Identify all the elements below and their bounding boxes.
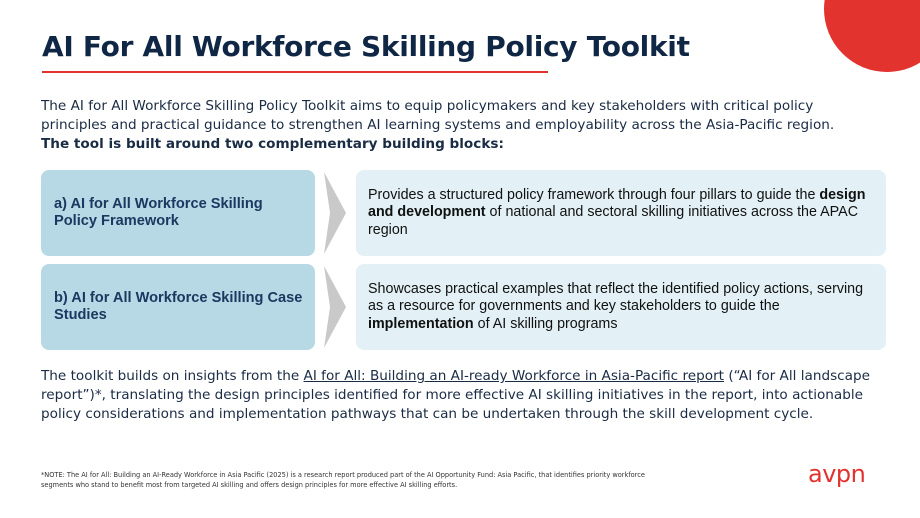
block-label-text: b) AI for All Workforce Skilling Case Studies (54, 290, 303, 323)
chevron-right-icon (320, 170, 350, 256)
title-underline (42, 71, 548, 73)
block-label-case-studies (41, 264, 315, 350)
outro-text: The toolkit builds on insights from the (41, 368, 304, 384)
desc-text-part: Showcases practical examples that reflect the identified policy actions, serving as a resource for governments and key stakeholders to guide the (368, 281, 864, 315)
intro-bold-text: The tool is built around two complementary building blocks: (41, 136, 504, 152)
block-label-text: a) AI for All Workforce Skilling Policy Framework (54, 196, 263, 229)
desc-bold-text: design and development (368, 187, 866, 221)
avpn-logo (808, 458, 880, 492)
intro-paragraph (41, 97, 881, 154)
outro-paragraph (41, 367, 881, 424)
corner-decoration-circle (824, 0, 920, 72)
block-desc-case-studies (356, 264, 886, 350)
chevron-right-icon (320, 264, 350, 350)
report-link[interactable]: AI for All: Building an AI-ready Workforce in Asia-Pacific report (303, 368, 724, 384)
block-desc-text (368, 281, 878, 333)
block-label-policy-framework (41, 170, 315, 256)
desc-text-part: Provides a structured policy framework through four pillars to guide the (368, 187, 820, 204)
desc-text-part: of national and sectoral skilling initiatives across the APAC region (368, 204, 859, 238)
block-desc-policy-framework (356, 170, 886, 256)
intro-text: The AI for All Workforce Skilling Policy Toolkit aims to equip policymakers and key stakeholders with critical policy principles and practical guidance to strengthen AI learning systems and employability across the Asia-Pacific region. (41, 98, 835, 133)
desc-text-part: of AI skilling programs (473, 315, 618, 332)
page-title: AI For All Workforce Skilling Policy Toolkit (42, 30, 690, 63)
logo-text: avpn (808, 460, 866, 488)
block-desc-text (368, 187, 878, 239)
outro-text: (“AI for All landscape report”)*, translating the design principles identified for more effective AI skilling initiatives in the report, into actionable policy considerations and implementation pathways that can be undertaken through the skill development cycle. (41, 368, 870, 422)
footnote: *NOTE: The AI for All: Building an AI-Ready Workforce in Asia Pacific (2025) is a research report produced part of the AI Opportunity Fund: Asia Pacific, that identifies priority workforce segments who stand to benefit most from targeted AI skilling and offers design principles for more effective AI skilling efforts. (41, 471, 645, 489)
desc-bold-text: implementation (368, 315, 474, 332)
